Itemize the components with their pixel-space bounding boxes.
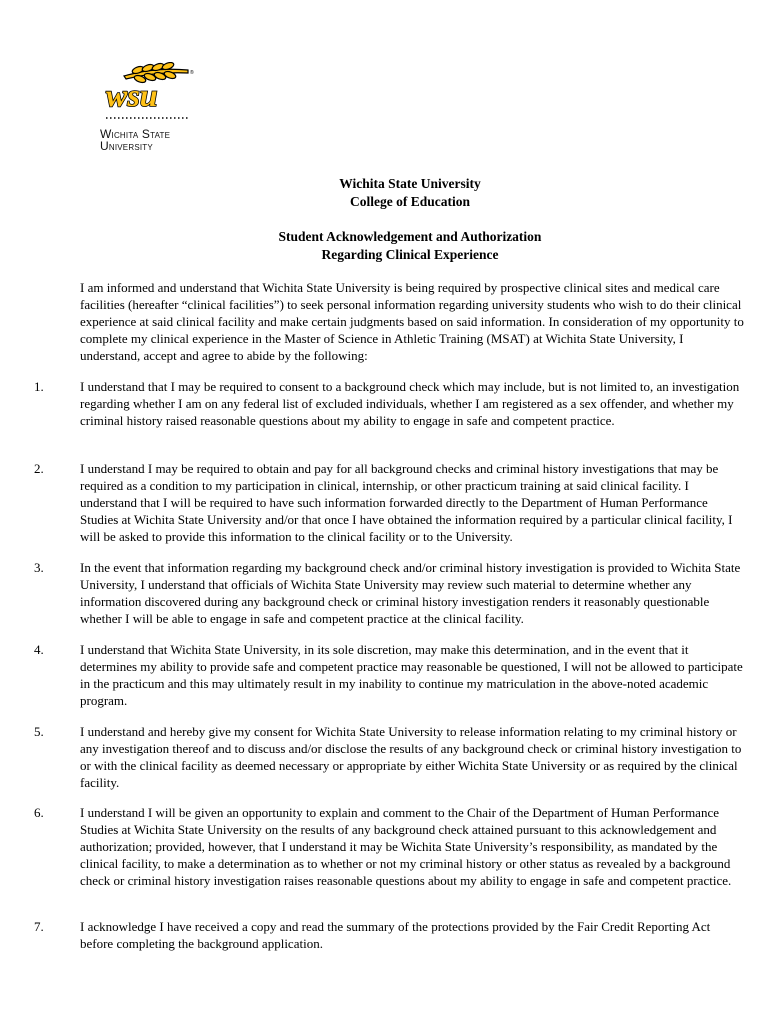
college-name: College of Education <box>350 194 470 209</box>
item-text: I understand that I may be required to consent to a background check which may include, but is not limited to, an investigation regarding whether I am on any federal list of excluded individuals, whether I am registered as a sex offender, and whether my criminal history raised reasonable questions about my ability to engage in safe and competent practice. <box>80 379 740 428</box>
item-number: 5. <box>34 724 44 739</box>
logo-caption-line1: Wichita State <box>100 127 171 141</box>
item-number: 2. <box>34 461 44 476</box>
list-item <box>34 460 744 545</box>
item-text: I understand I may be required to obtain and pay for all background checks and criminal history investigations that may be required as a condition to my participation in clinical, internship, or other practicum training at said clinical facility. I understand that I will be required to have such information forwarded directly to the Department of Human Performance Studies at Wichita State University and/or that once I have obtained the information required by a particular clinical facility, I will be asked to provide this information to the clinical facility or to the University. <box>80 461 733 544</box>
item-text: I understand that Wichita State University, in its sole discretion, may make this determination, and in the event that it determines my ability to provide safe and competent practice may reasonable be questioned, I will not be allowed to participate in the practicum and this may ultimately result in my inability to continue my matriculation in the above-noted academic program. <box>80 642 743 708</box>
title-line-2: Regarding Clinical Experience <box>321 247 499 262</box>
svg-text:®: ® <box>190 70 194 76</box>
item-text: I understand I will be given an opportunity to explain and comment to the Chair of the Department of Human Performance Studies at Wichita State University on the results of any background check attained pursuant to this acknowledgement and authorization; provided, however, that I understand it may be Wichita State University’s responsibility, as mandated by the clinical facility, to make a determination as to whether or not my criminal history or other status as revealed by a background check or criminal history investigation raises reasonable questions about my ability to engage in safe and competent practice. <box>80 805 732 888</box>
logo-caption-line2: University <box>100 139 153 153</box>
title-line-1: Student Acknowledgement and Authorization <box>278 229 542 244</box>
document-title <box>0 228 770 264</box>
university-name: Wichita State University <box>339 176 481 191</box>
item-number: 6. <box>34 805 44 820</box>
list-item <box>34 559 744 627</box>
item-number: 4. <box>34 642 44 657</box>
item-number: 3. <box>34 560 44 575</box>
item-number: 7. <box>34 919 44 934</box>
item-number: 1. <box>34 379 44 394</box>
wheat-shocker-icon <box>104 62 196 128</box>
item-text: I understand and hereby give my consent for Wichita State University to release information relating to my criminal history or any investigation thereof and to discuss and/or disclose the results of any background check or criminal history investigation to or with the clinical facility as deemed necessary or appropriate by either Wichita State University or as required by the clinical facility. <box>80 724 742 790</box>
item-text: In the event that information regarding my background check and/or criminal history investigation is provided to Wichita State University, I understand that officials of Wichita State University may review such material to determine whether any information discovered during any background check or criminal history investigation renders it reasonably questionable whether I will be able to engage in safe and competent practice at the clinical facility. <box>80 560 741 626</box>
item-text: I acknowledge I have received a copy and read the summary of the protections provided by the Fair Credit Reporting Act before completing the background application. <box>80 919 711 951</box>
logo-wordmark: wsu <box>106 77 158 113</box>
list-item <box>34 918 744 952</box>
list-item <box>34 378 744 429</box>
intro-paragraph: I am informed and understand that Wichita State University is being required by prospective clinical sites and medical care facilities (hereafter “clinical facilities”) to seek personal information regarding university students who wish to do their clinical experience at said clinical facility and make certain judgments based on said information. In consideration of my opportunity to complete my clinical experience in the Master of Science in Athletic Training (MSAT) at Wichita State University, I understand, accept and agree to abide by the following: <box>80 280 744 363</box>
document-header <box>0 175 770 211</box>
list-item <box>34 723 744 791</box>
logo-caption <box>100 128 210 152</box>
list-item <box>34 804 744 889</box>
list-item <box>34 641 744 709</box>
